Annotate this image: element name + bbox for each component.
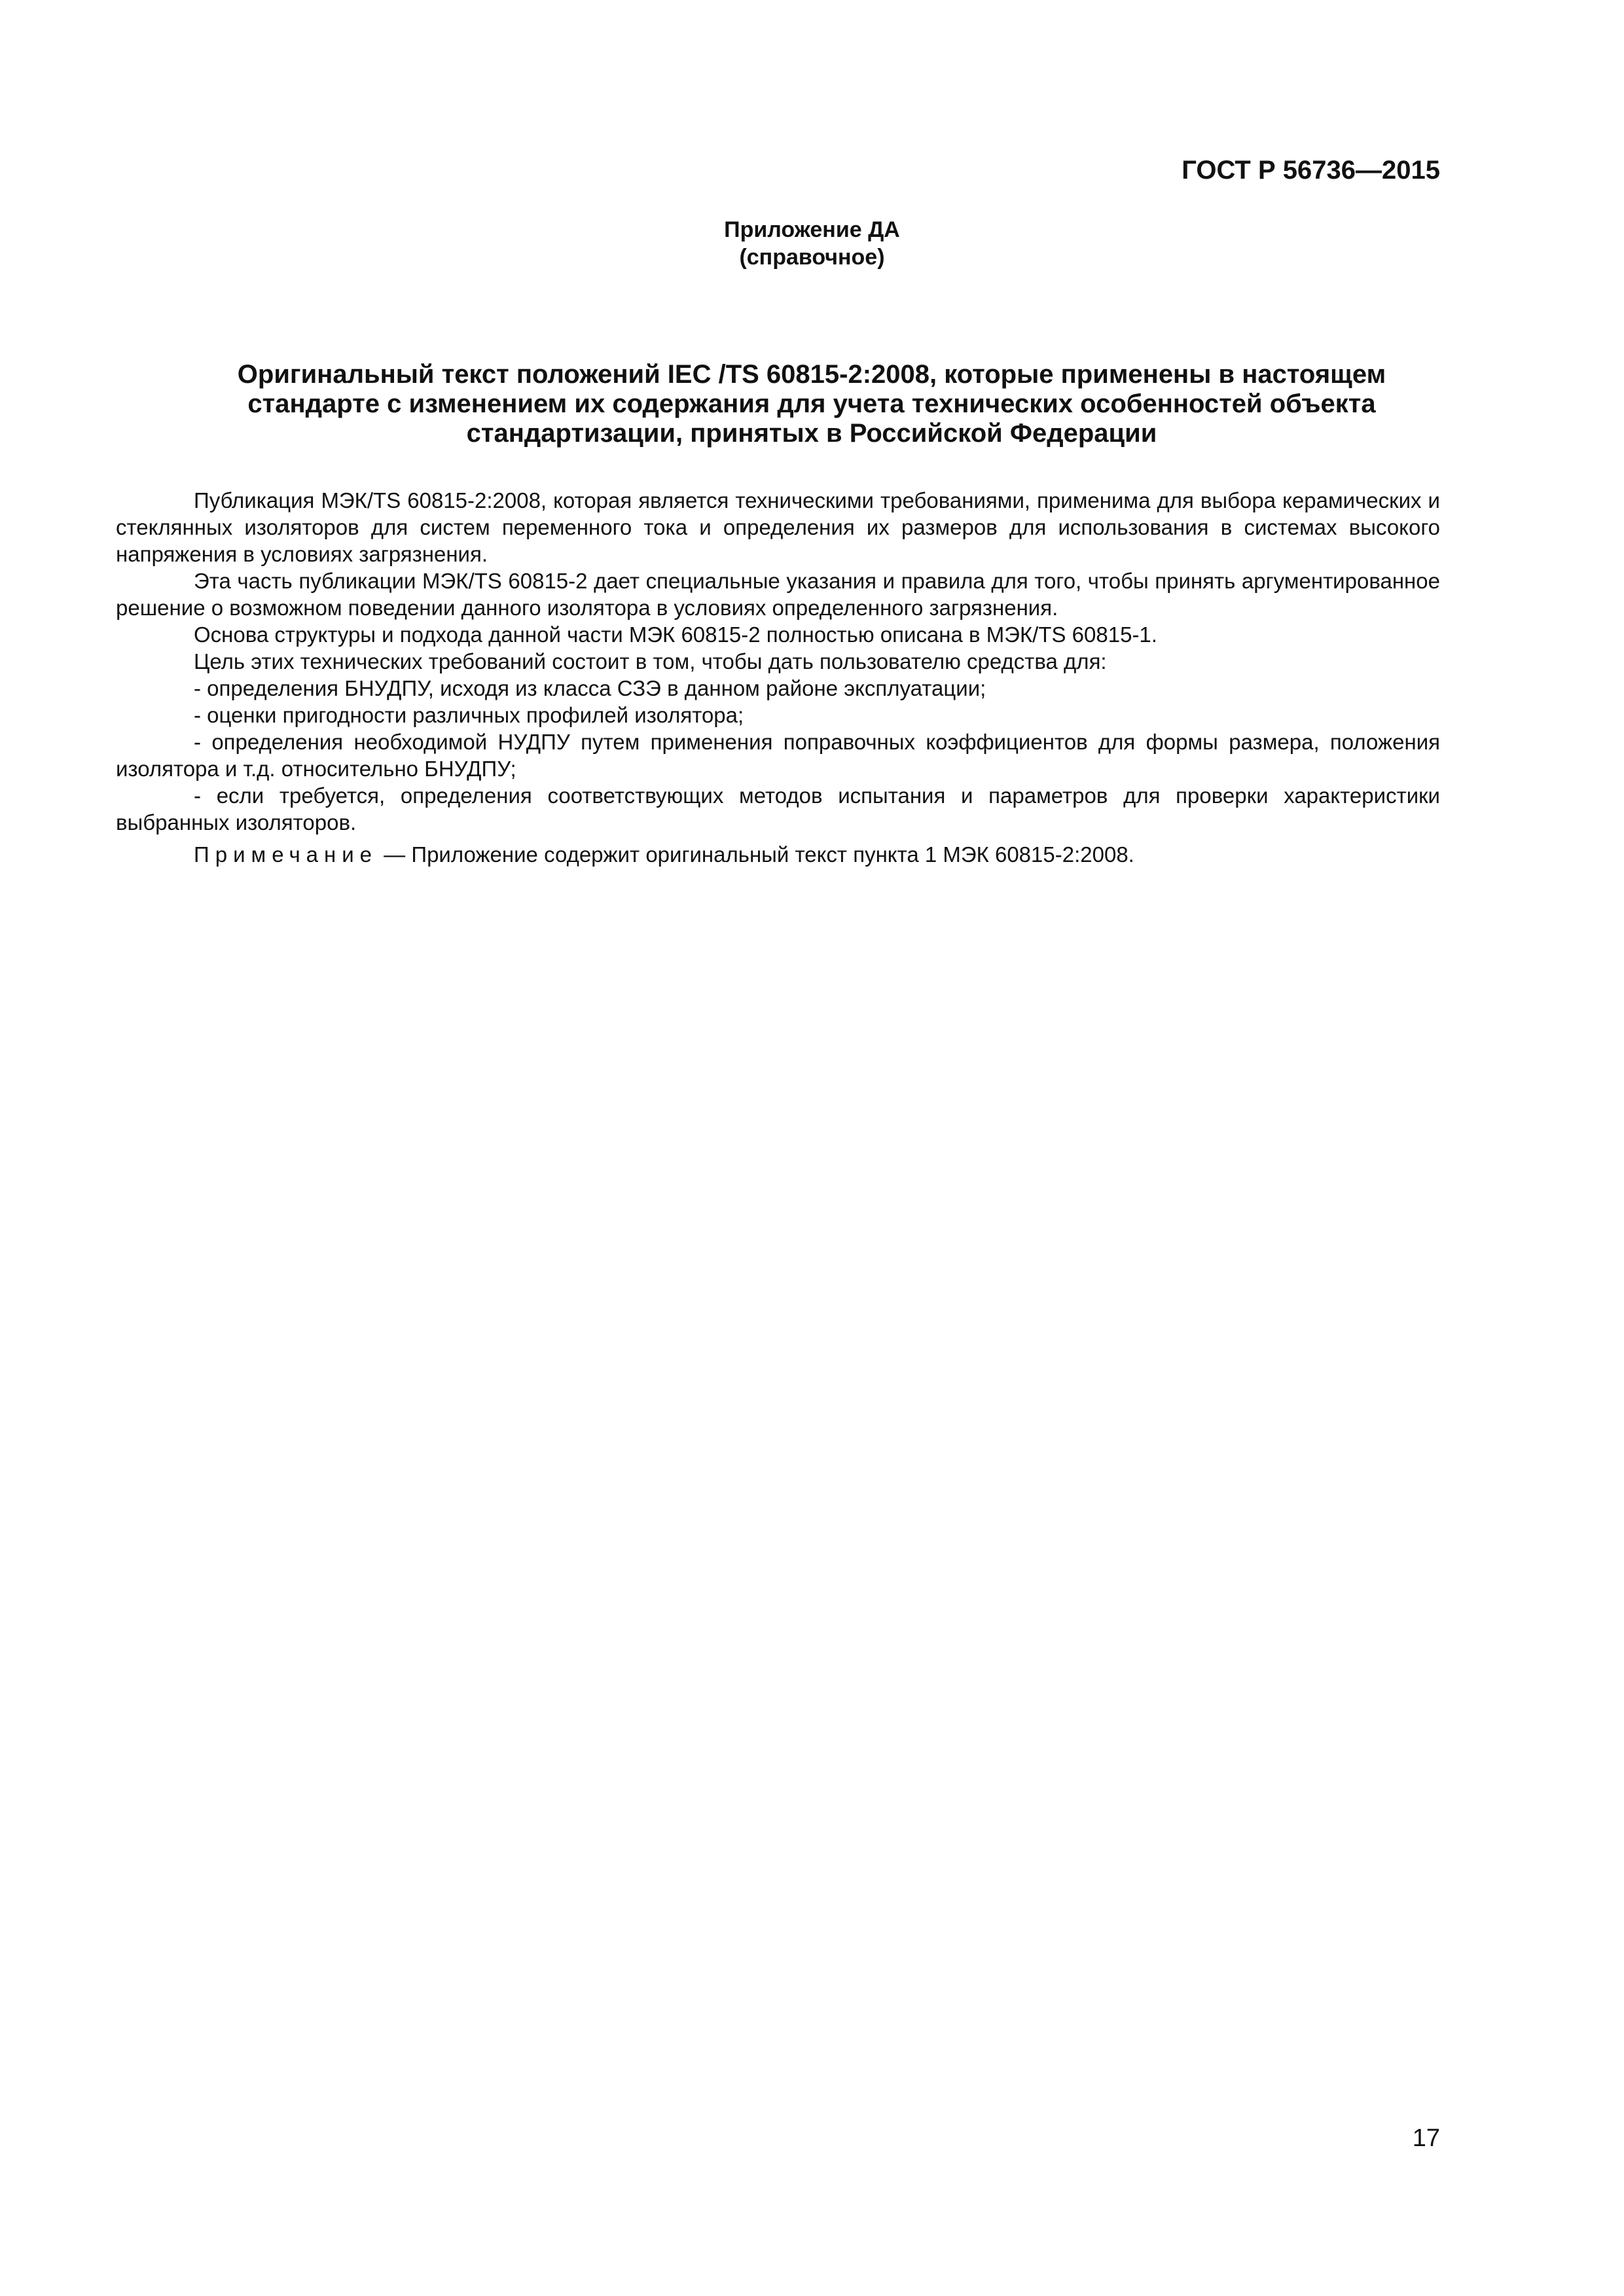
note-label: Примечание [194, 842, 378, 867]
title-line: Оригинальный текст положений IEC /TS 60815-2:2008, которые применены в настоящем [237, 360, 1386, 389]
paragraph: Эта часть публикации МЭК/TS 60815-2 дает специальные указания и правила для того, чтобы принять аргументированное решение о возможном поведении данного изолятора в условиях определенного загрязнения. [116, 569, 1440, 620]
title-line: стандартизации, принятых в Российской Федерации [466, 419, 1157, 448]
list-item: - если требуется, определения соответствующих методов испытания и параметров для проверки характеристики выбранных изоляторов. [116, 783, 1440, 834]
appendix-title [157, 360, 1466, 448]
paragraph: Публикация МЭК/TS 60815-2:2008, которая является техническими требованиями, применима для выбора керамических и стеклянных изоляторов для систем переменного тока и определения их размеров для использования в системах высокого напряжения в условиях загрязнения. [116, 488, 1440, 566]
body-text [116, 487, 1440, 868]
note [116, 841, 1440, 868]
title-line: стандарте с изменением их содержания для учета технических особенностей объекта [247, 389, 1376, 418]
document-id: ГОСТ Р 56736—2015 [1182, 156, 1440, 185]
note-text: — Приложение содержит оригинальный текст пункта 1 МЭК 60815-2:2008. [378, 842, 1134, 867]
paragraph: Цель этих технических требований состоит в том, чтобы дать пользователю средства для: [194, 649, 1107, 673]
list-item: - оценки пригодности различных профилей изолятора; [194, 703, 744, 727]
appendix-type: (справочное) [739, 245, 885, 270]
page-number: 17 [1412, 2125, 1440, 2152]
list-item: - определения необходимой НУДПУ путем применения поправочных коэффициентов для формы размера, положения изолятора и т.д. относительно БНУДПУ; [116, 730, 1440, 781]
appendix-heading [0, 216, 1624, 271]
list-item: - определения БНУДПУ, исходя из класса СЗЭ в данном районе эксплуатации; [194, 676, 986, 700]
paragraph: Основа структуры и подхода данной части МЭК 60815-2 полностью описана в МЭК/TS 60815-1. [194, 622, 1157, 647]
appendix-label: Приложение ДА [724, 217, 900, 242]
